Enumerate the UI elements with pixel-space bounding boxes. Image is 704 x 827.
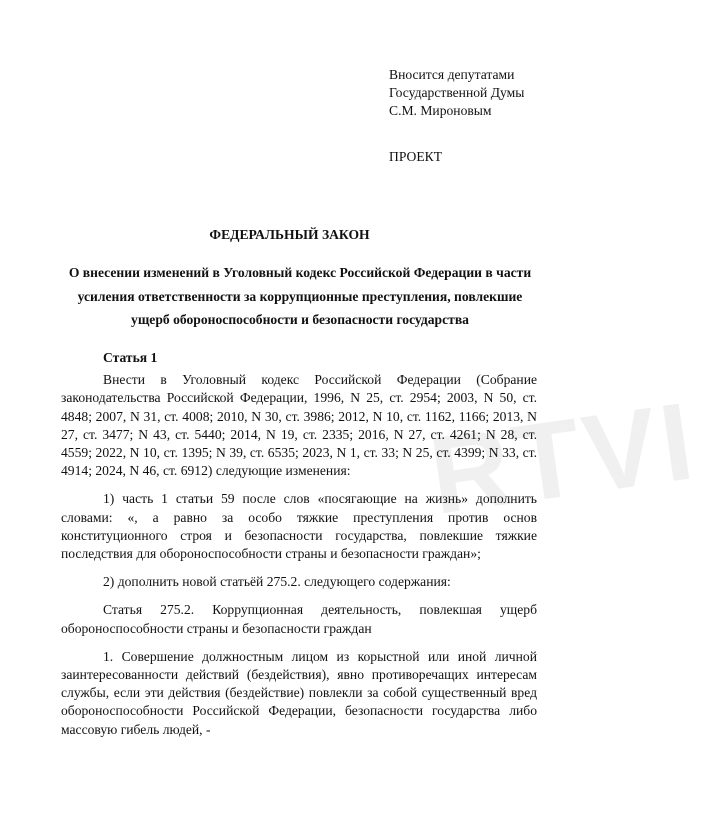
submitted-by-line: Государственной Думы bbox=[389, 85, 525, 100]
watermark-logo: RTVI bbox=[422, 379, 704, 538]
new-article-title: Статья 275.2. Коррупционная деятельность, повлекшая ущерб обороноспособности страны и безопасности граждан bbox=[61, 602, 537, 636]
law-title: ФЕДЕРАЛЬНЫЙ ЗАКОН bbox=[209, 227, 370, 242]
amendment-item-1: 1) часть 1 статьи 59 после слов «посягающие на жизнь» дополнить словами: «, а равно за особо тяжкие преступления против основ конституционного строя и безопасности государства, повлекшие тяжкие последствия для обороноспособности страны и безопасности граждан»; bbox=[61, 491, 537, 562]
amendment-item-2: 2) дополнить новой статьёй 275.2. следующего содержания: bbox=[103, 574, 451, 590]
law-subtitle: О внесении изменений в Уголовный кодекс Российской Федерации в части усиления ответственности за коррупционные преступления, повлекшие ущерб обороноспособности и безопасности государства bbox=[68, 265, 532, 327]
article-intro-paragraph: Внести в Уголовный кодекс Российской Федерации (Собрание законодательства Российской Федерации, 1996, N 25, ст. 2954; 2003, N 50, ст. 4848; 2007, N 31, ст. 4008; 2010, N 30, ст. 3986; 2012, N 10, ст. 1162, 1166; 2013, N 27, ст. 3477; N 43, ст. 5440; 2014, N 19, ст. 2335; 2016, N 27, ст. 4261; N 28, ст. 4559; 2022, N 10, ст. 1395; N 39, ст. 6535; 2023, N 1, ст. 33; N 25, ст. 4399; N 33, ст. 4914; 2024, N 46, ст. 6912) следующие изменения: bbox=[61, 372, 537, 479]
draft-label: ПРОЕКТ bbox=[389, 149, 443, 164]
submitted-by-line: Вносится депутатами bbox=[389, 67, 515, 82]
new-article-part-1: 1. Совершение должностным лицом из корыстной или иной личной заинтересованности действий (бездействия), явно противоречащих интересам службы, если эти действия (бездействие) повлекли за собой существенный вред обороноспособности Российской Федерации, безопасности государства либо массовую гибель людей, - bbox=[61, 648, 537, 737]
article-heading: Статья 1 bbox=[103, 350, 158, 365]
law-body bbox=[61, 349, 537, 749]
submitted-by-block bbox=[389, 66, 524, 120]
submitted-by-line: С.М. Мироновым bbox=[389, 103, 492, 118]
